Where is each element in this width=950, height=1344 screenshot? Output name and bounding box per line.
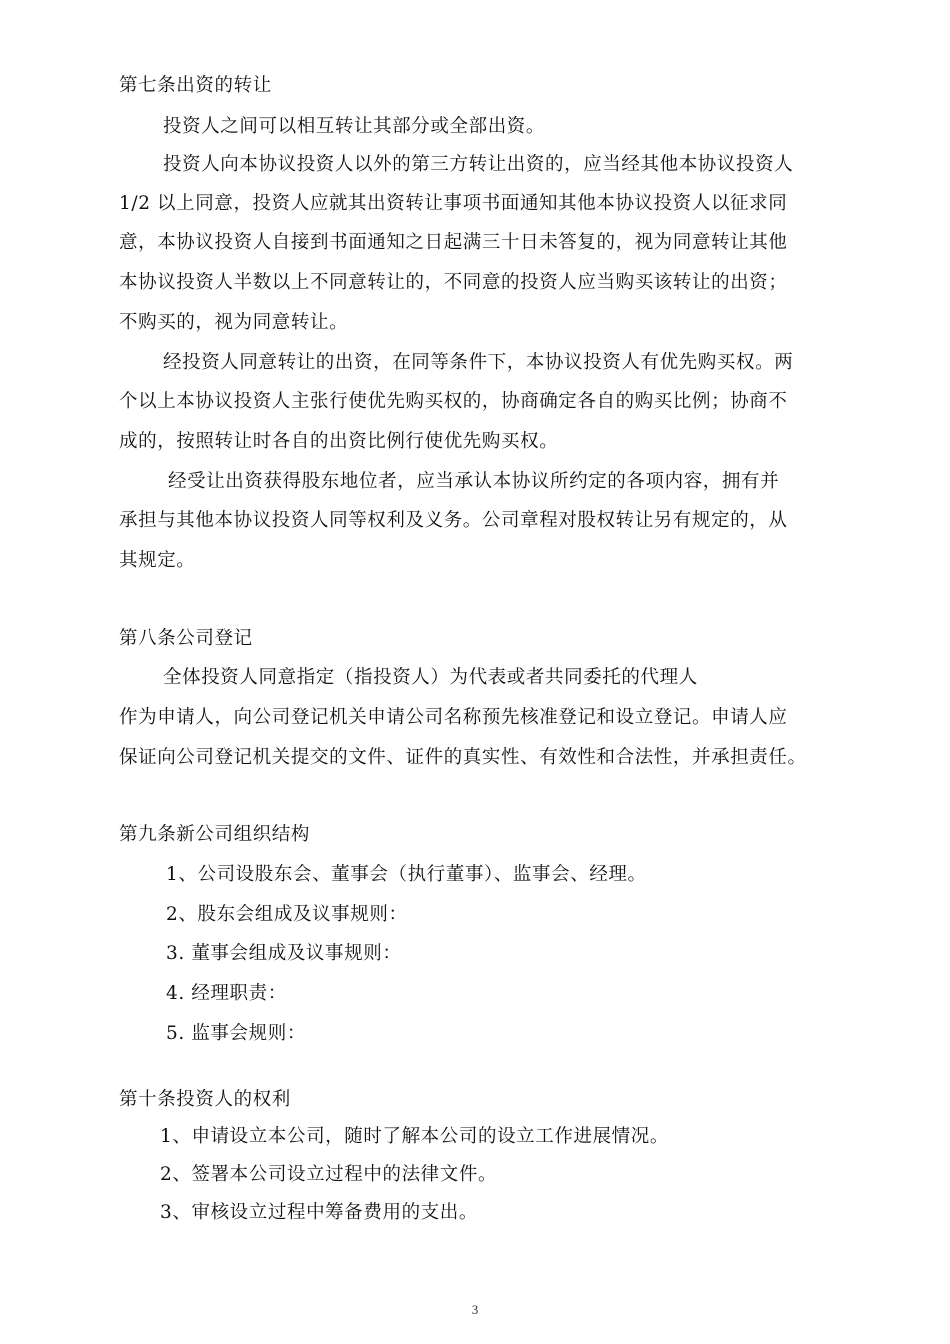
section-7-paragraph-3-line: 经投资人同意转让的出资，在同等条件下，本协议投资人有优先购买权。两 (163, 352, 794, 373)
section-9-list-item: 2、股东会组成及议事规则： (166, 904, 408, 925)
section-7-paragraph-2-line: 意，本协议投资人自接到书面通知之日起满三十日未答复的，视为同意转让其他 (119, 232, 788, 253)
section-8-heading: 第八条公司登记 (119, 628, 253, 649)
section-8-paragraph-line: 全体投资人同意指定（指投资人）为代表或者共同委托的代理人 (163, 667, 698, 688)
section-10-list-item: 2、签署本公司设立过程中的法律文件。 (160, 1164, 498, 1185)
section-7-heading: 第七条出资的转让 (119, 75, 272, 96)
section-10-heading: 第十条投资人的权利 (119, 1089, 291, 1110)
section-7-paragraph-3-line: 个以上本协议投资人主张行使优先购买权的，协商确定各自的购买比例；协商不 (119, 391, 788, 412)
section-8-paragraph-line: 作为申请人，向公司登记机关申请公司名称预先核准登记和设立登记。申请人应 (119, 707, 788, 728)
page-number: 3 (471, 1302, 479, 1317)
section-9-list-item: 1、公司设股东会、董事会（执行董事）、监事会、经理。 (166, 864, 647, 885)
section-7-paragraph-2-line: 本协议投资人半数以上不同意转让的，不同意的投资人应当购买该转让的出资； (119, 272, 788, 293)
section-7-paragraph-4-line: 承担与其他本协议投资人同等权利及义务。公司章程对股权转让另有规定的，从 (119, 510, 788, 531)
section-7-paragraph-4-line: 经受让出资获得股东地位者，应当承认本协议所约定的各项内容，拥有并 (168, 471, 780, 492)
section-7-paragraph-3-line: 成的，按照转让时各自的出资比例行使优先购买权。 (119, 431, 559, 452)
section-9-list-item: 4. 经理职责： (166, 983, 287, 1004)
section-7-paragraph-4-line: 其规定。 (119, 550, 196, 571)
section-10-list-item: 3、审核设立过程中筹备费用的支出。 (160, 1202, 478, 1223)
section-9-heading: 第九条新公司组织结构 (119, 824, 311, 845)
section-9-list-item: 5. 监事会规则： (166, 1023, 306, 1044)
section-7-paragraph-2-line: 投资人向本协议投资人以外的第三方转让出资的，应当经其他本协议投资人 (163, 154, 794, 175)
section-7-paragraph-2-line: 不购买的，视为同意转让。 (119, 312, 349, 333)
section-7-paragraph-2-line: 1/2 以上同意，投资人应就其出资转让事项书面通知其他本协议投资人以征求同 (119, 193, 788, 214)
section-7-paragraph-1: 投资人之间可以相互转让其部分或全部出资。 (163, 116, 546, 137)
section-8-paragraph-line: 保证向公司登记机关提交的文件、证件的真实性、有效性和合法性，并承担责任。 (119, 747, 807, 768)
section-10-list-item: 1、申请设立本公司，随时了解本公司的设立工作进展情况。 (160, 1126, 669, 1147)
section-9-list-item: 3. 董事会组成及议事规则： (166, 943, 402, 964)
